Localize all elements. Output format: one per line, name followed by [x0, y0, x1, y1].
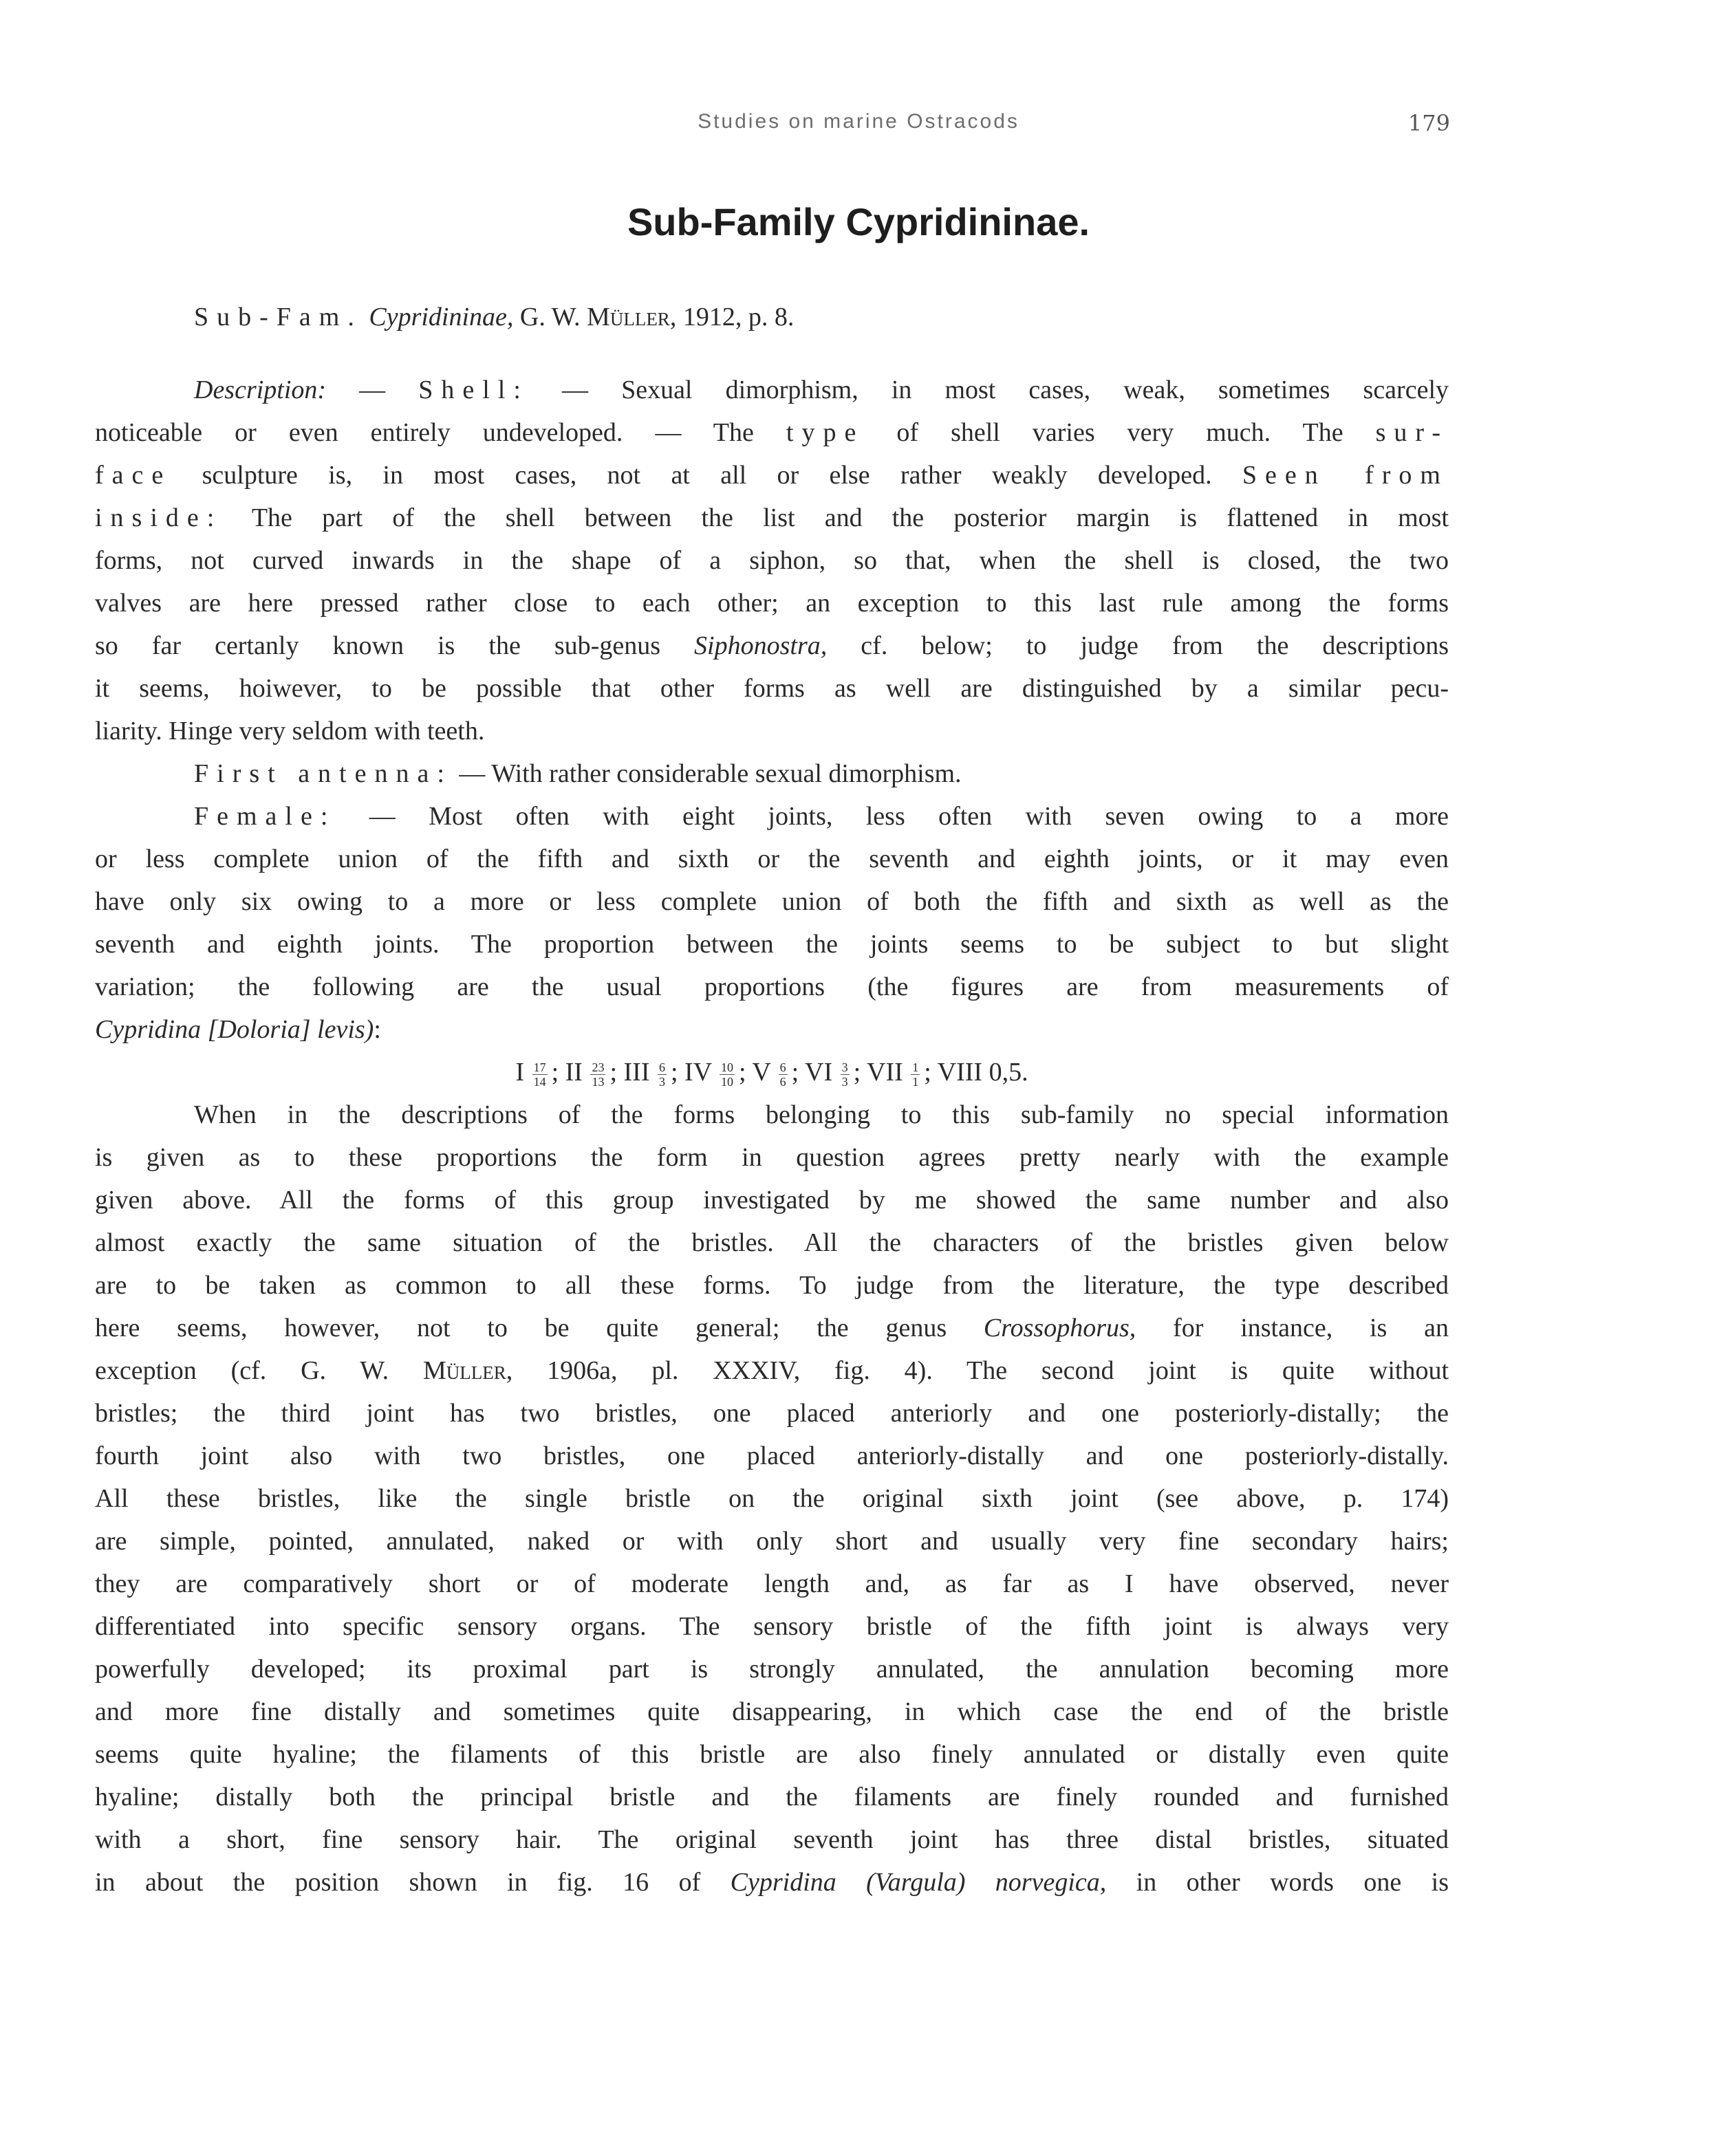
section-heading: Sub-Family Cypridininae. [627, 200, 1090, 243]
joint-proportions-formula [95, 1051, 1449, 1093]
numerator: 17 [533, 1060, 546, 1074]
denominator: 13 [592, 1074, 605, 1089]
paragraph-description [95, 369, 1449, 752]
text-span: so far certanly known is the sub-genus [95, 631, 695, 660]
joint-label: IV [684, 1058, 712, 1087]
author-name: Müller [587, 303, 670, 331]
formula-term-last: VIII 0,5. [937, 1058, 1028, 1087]
text-line [95, 454, 1449, 497]
denominator: 6 [779, 1074, 786, 1089]
joint-label: VI [805, 1058, 833, 1087]
joint-label: V [752, 1058, 771, 1087]
text-line: fourth joint also with two bristles, one placed anteriorly-distally and one posteriorly-distally. [95, 1441, 1449, 1470]
formula-term [752, 1058, 799, 1087]
formula-term [624, 1058, 678, 1087]
fraction [720, 1060, 735, 1089]
text-line: valves are here pressed rather close to each other; an exception to this last rule among the forms [95, 589, 1449, 618]
joint-label: VII [867, 1058, 903, 1087]
separator: ; [924, 1058, 931, 1087]
text-span: of shell varies very much. The [864, 418, 1376, 447]
text-span: in other words one is [1106, 1868, 1449, 1897]
text-line [95, 624, 1449, 667]
separator: ; [551, 1058, 559, 1087]
text-span: for instance, is an [1136, 1314, 1449, 1342]
paragraph-subfamily-citation [95, 296, 1449, 338]
text-line [95, 369, 1449, 411]
denominator: 3 [658, 1074, 665, 1089]
separator: ; [738, 1058, 746, 1087]
text-line: hyaline; distally both the principal bristle and the filaments are finely rounded and furnished [95, 1783, 1449, 1811]
separator: ; [670, 1058, 678, 1087]
text-span: here seems, however, not to be quite general; the genus [95, 1314, 984, 1342]
text-line [95, 1349, 1449, 1392]
formula-term [565, 1058, 617, 1087]
taxon-name: Cypridininae, [369, 303, 514, 331]
spaced-term: type [786, 418, 865, 447]
text-line: All these bristles, like the single bristle on the original sixth joint (see above, p. 174) [95, 1484, 1449, 1513]
author-name: Müller [422, 1356, 506, 1385]
text-line [95, 795, 1449, 838]
text-span: , 1906a, pl. XXXIV, fig. 4). The second joint is quite without [506, 1356, 1449, 1385]
fraction [911, 1060, 920, 1089]
text-line: forms, not curved inwards in the shape of a siphon, so that, when the shell is closed, the two [95, 546, 1449, 575]
body-text [95, 296, 1449, 1904]
text-span: — Sexual dimorphism, in most cases, weak, sometimes scarcely [528, 375, 1449, 404]
text-line: When in the descriptions of the forms belonging to this sub-family no special information [194, 1100, 1449, 1129]
fraction [658, 1060, 667, 1089]
numerator: 10 [720, 1060, 733, 1074]
text-line: are simple, pointed, annulated, naked or with only short and usually very fine secondary hairs; [95, 1527, 1449, 1556]
numerator: 6 [658, 1060, 665, 1074]
numerator: 6 [779, 1060, 786, 1074]
text-line: given above. All the forms of this group investigated by me showed the same number and also [95, 1186, 1449, 1215]
paragraph-female [95, 795, 1449, 1051]
spaced-term: Sub-Fam. [194, 303, 363, 331]
formula-term [805, 1058, 861, 1087]
text-span: sculpture is, in most cases, not at all or else rather weakly developed. [171, 461, 1242, 490]
text-line [95, 1307, 1449, 1349]
fraction [841, 1060, 850, 1089]
spaced-term: inside: [95, 503, 223, 532]
formula-term [515, 1058, 559, 1087]
joint-label: III [623, 1058, 650, 1087]
separator: ; [853, 1058, 861, 1087]
text-line [95, 411, 1449, 454]
text-line: or less complete union of the fifth and sixth or the seventh and eighth joints, or it may even [95, 845, 1449, 873]
text-line: they are comparatively short or of moderate length and, as far as I have observed, never [95, 1569, 1449, 1598]
formula-term [867, 1058, 931, 1087]
text-line: with a short, fine sensory hair. The original seventh joint has three distal bristles, situated [95, 1825, 1449, 1854]
spaced-term: Shell: [418, 375, 529, 404]
denominator: 10 [720, 1074, 733, 1089]
text-line [95, 1861, 1449, 1904]
text-span: — With rather considerable sexual dimorphism. [452, 759, 962, 788]
text-span: exception (cf. G. W. [95, 1356, 423, 1385]
text-span: in about the position shown in fig. 16 of [95, 1868, 731, 1897]
text-span: — Most often with eight joints, less often with seven owing to a more [336, 802, 1449, 831]
taxon-name: Siphonostra, [694, 631, 828, 660]
text-span: : [374, 1015, 381, 1044]
text-line: variation; the following are the usual proportions (the figures are from measurements of [95, 972, 1449, 1001]
text-line: and more fine distally and sometimes quite disappearing, in which case the end of the bristle [95, 1697, 1449, 1726]
citation-text: , 1912, p. 8. [669, 303, 795, 331]
taxon-name: Cypridina (Vargula) norvegica, [730, 1868, 1107, 1897]
formula-term [684, 1058, 746, 1087]
text-line: bristles; the third joint has two bristles, one placed anteriorly and one posteriorly-distally; the [95, 1399, 1449, 1428]
paragraph-first-antenna [95, 752, 1449, 795]
text-line: are to be taken as common to all these forms. To judge from the literature, the type described [95, 1271, 1449, 1300]
fraction [779, 1060, 788, 1089]
text-line: it seems, hoiwever, to be possible that other forms as well are distinguished by a similar pecu- [95, 674, 1449, 703]
text-line: powerfully developed; its proximal part is strongly annulated, the annulation becoming more [95, 1655, 1449, 1684]
text-line [95, 1008, 1449, 1051]
spaced-term: sur- [1375, 418, 1449, 447]
text-line [95, 497, 1449, 539]
denominator: 3 [841, 1074, 848, 1089]
page-number: 179 [1407, 110, 1450, 136]
numerator: 1 [912, 1060, 919, 1074]
running-head [0, 110, 1717, 151]
running-title: Studies on marine Ostracods [698, 110, 1019, 133]
italic-term: Description: [194, 375, 327, 404]
spaced-term: face [95, 461, 172, 490]
taxon-name: Cypridina [Doloria] levis) [95, 1015, 374, 1044]
text-line: have only six owing to a more or less complete union of both the fifth and sixth as well as the [95, 887, 1449, 916]
text-line: differentiated into specific sensory organs. The sensory bristle of the fifth joint is always very [95, 1612, 1449, 1641]
denominator: 1 [912, 1074, 919, 1089]
fraction [590, 1060, 605, 1089]
citation-text: G. W. [513, 303, 587, 331]
text-line: almost exactly the same situation of the bristles. All the characters of the bristles given below [95, 1228, 1449, 1257]
text-span: — [326, 375, 419, 404]
taxon-name: Crossophorus, [983, 1314, 1136, 1342]
text-line: liarity. Hinge very seldom with teeth. [95, 717, 485, 745]
spaced-term: Female: [194, 802, 336, 831]
paragraph-bristles [95, 1093, 1449, 1904]
text-line: is given as to these proportions the form in question agrees pretty nearly with the example [95, 1143, 1449, 1172]
text-span: The part of the shell between the list and the posterior margin is flattened in most [222, 503, 1449, 532]
numerator: 3 [841, 1060, 848, 1074]
spaced-term: First antenna: [194, 759, 453, 788]
numerator: 23 [592, 1060, 605, 1074]
spaced-term: Seen from [1242, 461, 1449, 490]
separator: ; [609, 1058, 618, 1087]
denominator: 14 [533, 1074, 546, 1089]
joint-label: I [515, 1058, 525, 1087]
text-line: seventh and eighth joints. The proportion between the joints seems to be subject to but slight [95, 930, 1449, 959]
fraction [532, 1060, 548, 1089]
text-span: cf. below; to judge from the descriptions [827, 631, 1449, 660]
text-line: seems quite hyaline; the filaments of this bristle are also finely annulated or distally even quite [95, 1740, 1449, 1769]
text-span: noticeable or even entirely undeveloped. — The [95, 418, 786, 447]
separator: ; [791, 1058, 799, 1087]
joint-label: II [565, 1058, 583, 1087]
